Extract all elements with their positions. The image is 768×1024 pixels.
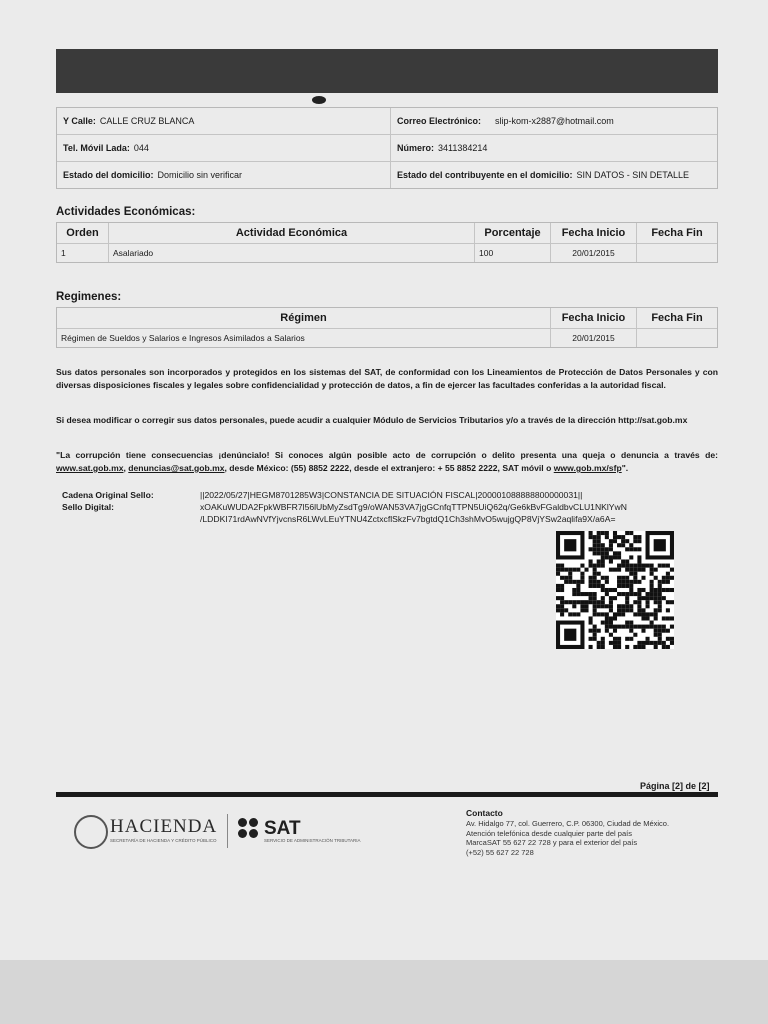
mexico-seal-icon [74,815,108,849]
correo-cell [391,108,717,134]
sfp-link[interactable]: www.gob.mx/sfp [553,463,622,473]
orden-value: 1 [57,244,109,262]
header-orden: Orden [57,223,109,243]
correo-label: Correo Electrónico: [397,116,482,126]
table-row [57,244,717,262]
correo-value: slip-kom-x2887@hotmail.com [495,116,614,126]
table-row [57,329,717,347]
sat-logo-text: SAT [264,818,301,839]
corruption-notice [56,449,718,475]
sat-link[interactable]: www.sat.gob.mx [56,463,124,473]
denuncias-email-link[interactable]: denuncias@sat.gob.mx [128,463,225,473]
domicilio-row [57,108,717,135]
contacto-line: Av. Hidalgo 77, col. Guerrero, C.P. 06300, Ciudad de México. [466,819,670,828]
fecha-inicio-value: 20/01/2015 [551,244,637,262]
tel-value: 044 [133,143,149,153]
domicilio-row [57,135,717,162]
header-fecha-inicio: Fecha Inicio [551,223,637,243]
modify-data-notice: Si desea modificar o corregir sus datos personales, puede acudir a cualquier Módulo de Servicios Tributarios y/o a través de la dirección http://sat.gob.mx [56,415,688,425]
estado-contribuyente-value: SIN DATOS - SIN DETALLE [576,170,690,180]
corruption-text: , [123,463,129,473]
hacienda-logo-text: HACIENDA [110,816,218,837]
cadena-original-value: ||2022/05/27|HEGM8701285W3|CONSTANCIA DE SITUACIÓN FISCAL|200001088888800000031|| [200,490,583,500]
sello-digital-label: Sello Digital: [62,502,115,512]
domicilio-table [56,107,718,189]
regimenes-title: Regimenes: [56,291,122,303]
sello-values [200,489,660,525]
calle-value: CALLE CRUZ BLANCA [99,116,195,126]
qr-code [556,531,674,649]
privacy-notice: Sus datos personales son incorporados y protegidos en los sistemas del SAT, de conformidad con los Lineamientos de Protección de Datos Personales y con diversas disposiciones fiscales y legales sobre confidencialidad y protección de datos, a fin de ejercer las facultades conferidas a la autoridad fiscal. [56,367,718,390]
header-fecha-fin: Fecha Fin [651,312,703,324]
cadena-original-label: Cadena Original Sello: [62,490,154,500]
estado-domicilio-label: Estado del domicilio: [63,170,154,180]
estado-contribuyente-label: Estado del contribuyente en el domicilio: [397,170,573,180]
header-bar [56,49,718,93]
table-header [57,223,717,244]
tel-label: Tel. Móvil Lada: [63,143,130,153]
ink-smudge [312,96,326,104]
numero-cell [391,135,717,161]
header-fecha-inicio: Fecha Inicio [551,308,637,328]
estado-contribuyente-cell [391,162,717,188]
page-number: Página [2] de [2] [640,781,710,791]
header-regimen: Régimen [57,308,551,328]
header-actividad: Actividad Económica [109,223,475,243]
hacienda-subtitle: SECRETARÍA DE HACIENDA Y CRÉDITO PÚBLICO [110,838,217,843]
contacto-title: Contacto [466,808,503,818]
numero-label: Número: [397,143,435,153]
numero-value: 3411384214 [438,143,488,153]
contacto-line: Atención telefónica desde cualquier parte del país [466,828,632,838]
footer-rule [56,792,718,797]
calle-cell [57,108,391,134]
corruption-text: de: [705,450,718,460]
sello-digital-line: /LDDKI71rdAwNVfYjvcnsR6LWvLEuYTNU4ZctxcflSkzFv7bgtdQ1Ch3shMvO5wujgQP8VjYSw2aqlifa9X/a6A= [200,514,616,524]
sat-logo-icon [238,818,260,840]
corruption-text: ". [621,463,629,473]
estado-domicilio-value: Domicilio sin verificar [157,170,243,180]
scan-background [0,960,768,1024]
logo-divider [227,814,228,848]
fecha-fin-value [637,244,717,262]
actividades-title: Actividades Económicas: [56,206,196,218]
estado-domicilio-cell [57,162,391,188]
domicilio-row [57,162,717,188]
tel-cell [57,135,391,161]
contacto-info [466,819,669,857]
regimenes-table [56,307,718,348]
sello-labels [62,489,154,513]
porcentaje-value: 100 [475,244,551,262]
corruption-text: "La corrupción tiene consecuencias ¡denúncialo! Si conoces algún posible acto de corrupción o delito presenta una queja o denuncia a través [56,450,700,460]
contacto-line: (+52) 55 627 22 728 [466,847,534,857]
corruption-text: , desde México: (55) 8852 2222, desde el extranjero: + 55 8852 2222, SAT móvil o [224,463,554,473]
actividades-table [56,222,718,263]
calle-label: Y Calle: [63,116,96,126]
header-fecha-fin: Fecha Fin [651,227,703,239]
actividad-value: Asalariado [109,244,475,262]
sello-digital-line: xOAKuWUDA2FpkWBFR7l56lUbMyZsdTg9/oWAN53VA7jgGCnfqTTPN5UiQ62q/Ge6kBvFGaldbvCLU1NKlYwN [200,502,627,512]
fecha-inicio-value: 20/01/2015 [551,329,637,347]
fecha-fin-value [637,329,717,347]
sat-subtitle: SERVICIO DE ADMINISTRACIÓN TRIBUTARIA [264,838,361,843]
contacto-line: MarcaSAT 55 627 22 728 y para el exterior del país [466,838,638,847]
header-porcentaje: Porcentaje [475,223,551,243]
table-header [57,308,717,329]
regimen-value: Régimen de Sueldos y Salarios e Ingresos Asimilados a Salarios [57,329,551,347]
